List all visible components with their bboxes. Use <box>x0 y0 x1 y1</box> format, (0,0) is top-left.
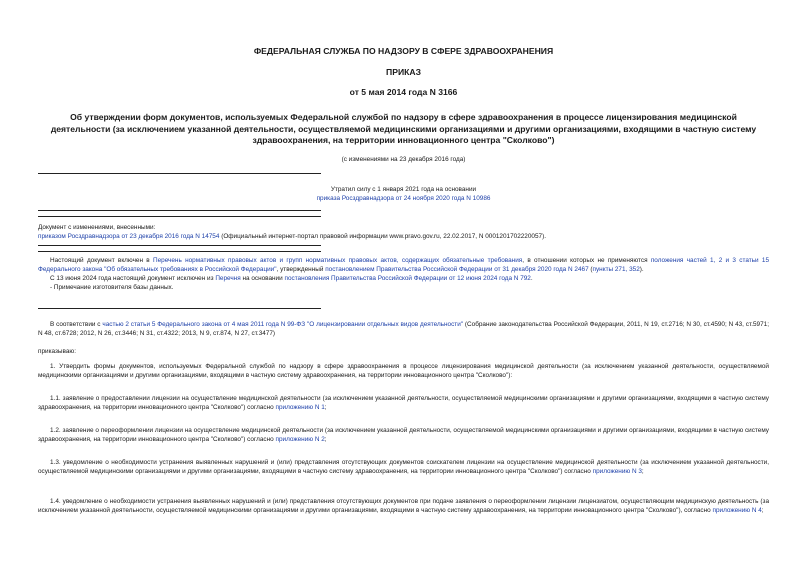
changes-block <box>38 223 769 241</box>
item-1-1: 1.1. заявление о предоставлении лицензии на осуществление медицинской деятельности (за исключением указанной деятельности, осуществляемой медицинскими организациями и другими организациями, входящими в частную систему здравоохранения, на территории инновационного центра "Сколково") согласно приложению N 1; <box>38 395 769 411</box>
changes-order-link[interactable]: приказом Росздравнадзора от 23 декабря 2016 года N 14754 <box>38 233 220 240</box>
status-note <box>38 256 769 292</box>
resolution-792-link[interactable]: постановления Правительства Российской Федерации от 12 июня 2024 года N 792 <box>284 275 531 282</box>
appendix-4-link[interactable]: приложению N 4 <box>712 507 762 514</box>
document-description: Об утверждении форм документов, используемых Федеральной службой по надзору в сфере здравоохранения в процессе лицензирования медицинской деятельности (за исключением указанной деятельности, осуществляемой медицинскими организациями и другими организациями, входящими в частную систему здравоохранения, на территории инновационного центра "Сколково") <box>50 112 757 145</box>
exclusion-paragraph: С 13 июня 2024 года настоящий документ исключен из Перечня на основании постановления Правительства Российской Федерации от 12 июня 2024 года N 792. <box>50 275 533 282</box>
points-link[interactable]: пункты 271, 352 <box>592 266 640 273</box>
item-1-4: 1.4. уведомление о необходимости устранения выявленных нарушений и (или) представления отсутствующих документов при подаче заявления о переоформлении лицензии лицензиатом, осуществляющим медицинскую деятельность (за исключением указанной деятельности, осуществляемой медицинскими организациями и другими организациями, входящими в частную систему здравоохранения, на территории инновационного центра "Сколково"), согласно приложению N 4; <box>38 498 769 514</box>
expired-basis-link[interactable]: приказа Росздравнадзора от 24 ноября 2020 года N 10986 <box>316 194 491 202</box>
item-1: 1. Утвердить формы документов, используемых Федеральной службой по надзору в сфере здравоохранения в процессе лицензирования медицинской деятельности (за исключением указанной деятельности, осуществляемой медицинскими организациями и другими организациями, входящими в частную систему здравоохранения, на территории инновационного центра "Сколково"): <box>38 363 769 379</box>
divider <box>38 210 321 211</box>
document-type: ПРИКАЗ <box>386 67 421 77</box>
item-1-3: 1.3. уведомление о необходимости устранения выявленных нарушений и (или) представления отсутствующих документов соискателем лицензии на осуществление медицинской деятельности (за исключением указанной деятельности, осуществляемой медицинскими организациями и другими организациями, входящими в частную систему здравоохранения, на территории инновационного центра "Сколково") согласно приложению N 3; <box>38 459 769 475</box>
government-resolution-link[interactable]: постановлением Правительства Российской Федерации от 31 декабря 2020 года N 2467 <box>325 266 589 273</box>
changes-intro: Документ с изменениями, внесенными: <box>38 224 156 231</box>
amendments-note: (с изменениями на 23 декабря 2016 года) <box>341 156 466 163</box>
licensing-law-link[interactable]: частью 2 статьи 5 Федерального закона от 4 мая 2011 года N 99-ФЗ "О лицензировании отдельных видов деятельности" <box>102 321 464 328</box>
divider <box>38 216 321 217</box>
divider <box>38 173 321 174</box>
status-paragraph: Настоящий документ включен в Перечень нормативных правовых актов и групп нормативных правовых актов, содержащих обязательные требования, в отношении которых не применяются положения частей 1, 2 и 3 статьи 15 Федерального закона "Об обязательных требованиях в Российской Федерации", утвержденный постановлением Правительства Российской Федерации от 31 декабря 2020 года N 2467 (пункты 271, 352). <box>38 257 769 273</box>
appendix-2-link[interactable]: приложению N 2 <box>275 436 325 443</box>
divider <box>38 245 321 246</box>
divider <box>38 251 321 252</box>
requirements-list-link[interactable]: Перечень нормативных правовых актов и групп нормативных правовых актов, содержащих обязательные требования <box>153 257 523 264</box>
appendix-1-link[interactable]: приложению N 1 <box>275 404 325 411</box>
list-link[interactable]: Перечня <box>215 275 241 282</box>
basis-paragraph: В соответствии с частью 2 статьи 5 Федерального закона от 4 мая 2011 года N 99-ФЗ "О лицензировании отдельных видов деятельности" (Собрание законодательства Российской Федерации, 2011, N 19, ст.2716; N 30, ст.4590; N 43, ст.5971; N 48, ст.6728; 2012, N 26, ст.3446; N 31, ст.4322; 2013, N 9, ст.874, N 27, ст.3477) <box>38 321 769 337</box>
document-date-number: от 5 мая 2014 года N 3166 <box>349 87 458 97</box>
changes-source: (Официальный интернет-портал правовой информации www.pravo.gov.ru, 22.02.2017, N 0001201702220057). <box>219 233 546 240</box>
item-1-2: 1.2. заявление о переоформлении лицензии на осуществление медицинской деятельности (за исключением указанной деятельности, осуществляемой медицинскими организациями и другими организациями, входящими в частную систему здравоохранения, на территории инновационного центра "Сколково") согласно приложению N 2; <box>38 427 769 443</box>
db-note: - Примечание изготовителя базы данных. <box>50 284 174 291</box>
expired-text: Утратил силу с 1 января 2021 года на основании <box>330 186 477 193</box>
agency-title: ФЕДЕРАЛЬНАЯ СЛУЖБА ПО НАДЗОРУ В СФЕРЕ ЗДРАВООХРАНЕНИЯ <box>253 46 554 56</box>
order-word: приказываю: <box>38 348 76 355</box>
law-article-link[interactable]: положения частей 1, 2 и 3 статьи 15 Федерального закона "Об обязательных требованиях в Российской Федерации" <box>38 257 769 273</box>
expired-notice <box>30 186 777 204</box>
appendix-3-link[interactable]: приложению N 3 <box>592 468 642 475</box>
divider <box>38 308 321 309</box>
